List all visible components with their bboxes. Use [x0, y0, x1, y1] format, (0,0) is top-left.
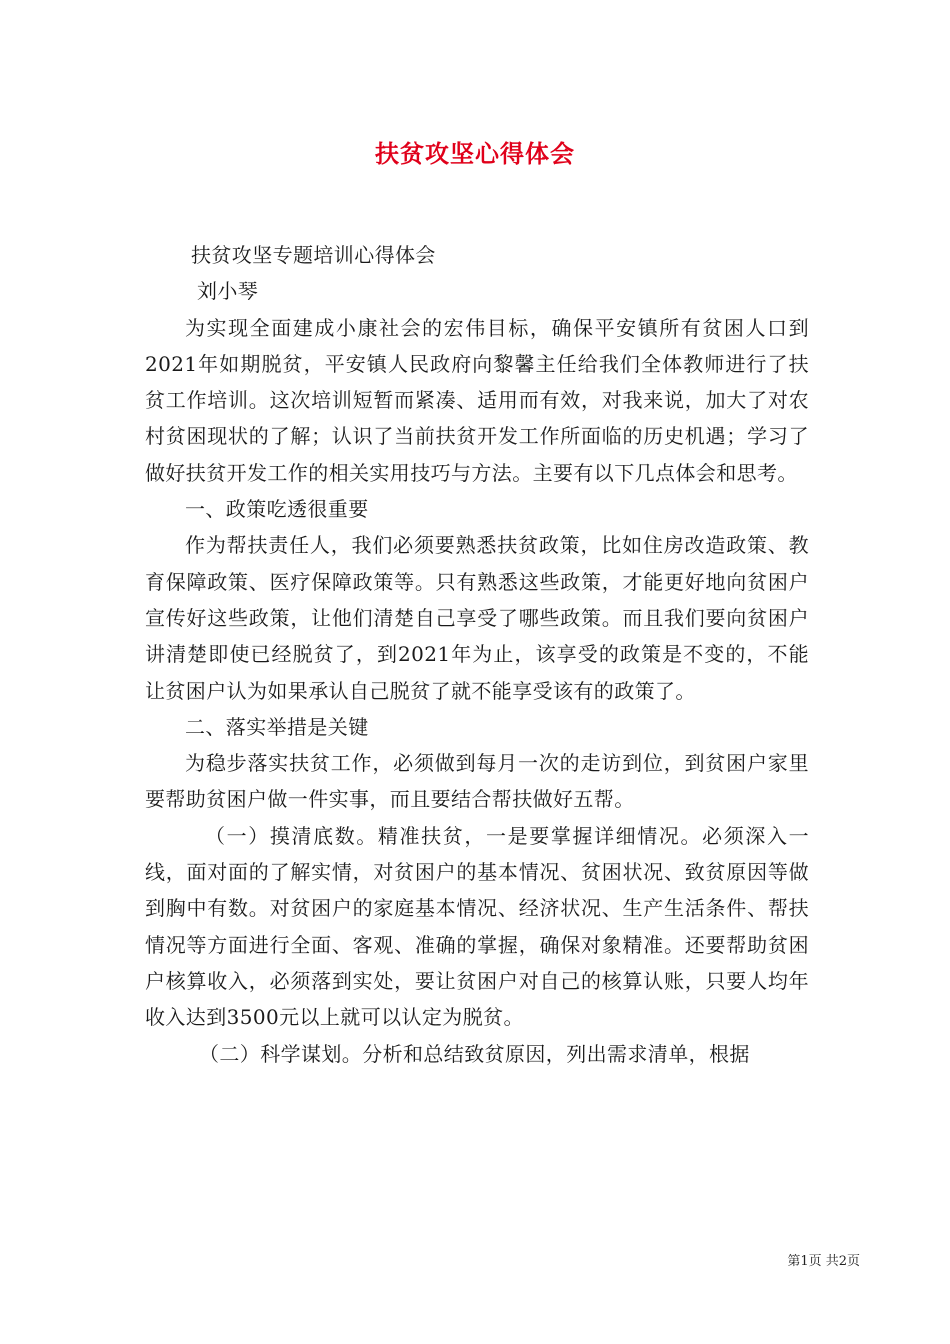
author-name: 刘小琴 — [197, 279, 259, 304]
page-number-footer: 第1页 共2页 — [787, 1254, 860, 1269]
paragraph-item-1: （一）摸清底数。精准扶贫，一是要掌握详细情况。必须深入一线，面对面的了解实情，对贫困户的基本情况、贫困状况、致贫原因等做到胸中有数。对贫困户的家庭基本情况、经济状况、生产生活条件、帮扶情况等方面进行全面、客观、准确的掌握，确保对象精准。还要帮助贫困户核算收入，必须落到实处，要让贫困户对自己的核算认账，只要人均年收入达到3500元以上就可以认定为脱贫。 — [145, 823, 809, 1030]
document-title: 扶贫攻坚心得体会 — [375, 139, 575, 168]
section-heading-1: 一、政策吃透很重要 — [185, 497, 369, 522]
paragraph-item-2: （二）科学谋划。分析和总结致贫原因，列出需求清单，根据 — [199, 1041, 750, 1066]
subtitle: 扶贫攻坚专题培训心得体会 — [191, 243, 436, 267]
paragraph-intro: 为实现全面建成小康社会的宏伟目标，确保平安镇所有贫困人口到2021年如期脱贫，平安镇人民政府向黎馨主任给我们全体教师进行了扶贫工作培训。这次培训短暂而紧凑、适用而有效，对我来说，加大了对农村贫困现状的了解；认识了当前扶贫开发工作所面临的历史机遇；学习了做好扶贫开发工作的相关实用技巧与方法。主要有以下几点体会和思考。 — [145, 315, 809, 485]
paragraph-measures: 为稳步落实扶贫工作，必须做到每月一次的走访到位，到贫困户家里要帮助贫困户做一件实事，而且要结合帮扶做好五帮。 — [145, 751, 809, 812]
section-heading-2: 二、落实举措是关键 — [185, 714, 369, 739]
paragraph-policy: 作为帮扶责任人，我们必须要熟悉扶贫政策，比如住房改造政策、教育保障政策、医疗保障政策等。只有熟悉这些政策，才能更好地向贫困户宣传好这些政策，让他们清楚自己享受了哪些政策。而且我们要向贫困户讲清楚即使已经脱贫了，到2021年为止，该享受的政策是不变的，不能让贫困户认为如果承认自己脱贫了就不能享受该有的政策了。 — [145, 533, 809, 703]
document-body — [145, 237, 809, 1072]
